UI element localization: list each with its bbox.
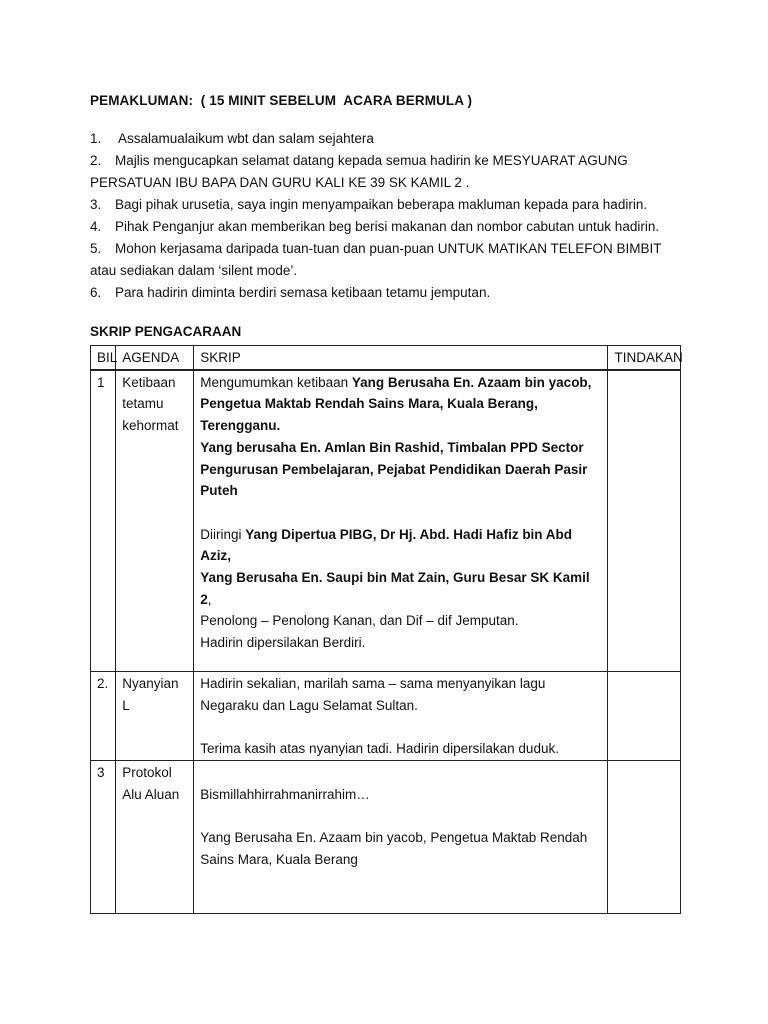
script-paragraph: Hadirin dipersilakan Berdiri.	[200, 635, 366, 651]
cell-skrip	[194, 672, 608, 761]
list-item: 1. Assalamualaikum wbt dan salam sejahtera	[90, 131, 374, 146]
list-item: 2. Majlis mengucapkan selamat datang kepada semua hadirin ke MESYUARAT AGUNG PERSATUAN IBU BAPA DAN GURU KALI KE 39 SK KAMIL 2 .	[90, 153, 628, 190]
cell-tindakan	[608, 761, 681, 914]
cell-bil: 1	[91, 370, 116, 672]
script-paragraph: Hadirin sekalian, marilah sama – sama menyanyikan lagu Negaraku dan Lagu Selamat Sultan.	[200, 676, 546, 713]
cell-skrip	[194, 761, 608, 914]
header-tindakan: TINDAKAN	[608, 346, 681, 370]
table-row	[91, 370, 681, 672]
list-item: 5. Mohon kerjasama daripada tuan-tuan dan puan-puan UNTUK MATIKAN TELEFON BIMBIT atau sediakan dalam ‘silent mode’.	[90, 241, 662, 278]
script-paragraph: Yang berusaha En. Amlan Bin Rashid, Timbalan PPD Sector Pengurusan Pembelajaran, Pejabat Pendidikan Daerah Pasir Puteh	[200, 439, 588, 499]
cell-bil: 3	[91, 761, 116, 914]
section-title: SKRIP PENGACARAAN	[90, 324, 242, 339]
cell-agenda: Protokol Alu Aluan	[116, 761, 194, 914]
script-paragraph: Bismillahhirrahmanirrahim…	[200, 786, 370, 802]
script-paragraph: Yang Berusaha En. Azaam bin yacob, Pengetua Maktab Rendah Sains Mara, Kuala Berang	[200, 830, 588, 867]
cell-agenda: Nyanyian L	[116, 672, 194, 761]
script-paragraph: Yang Berusaha En. Saupi bin Mat Zain, Guru Besar SK Kamil 2,	[200, 570, 590, 607]
notice-list	[90, 128, 690, 304]
table-row	[91, 761, 681, 914]
header-agenda: AGENDA	[116, 346, 194, 370]
script-paragraph: Penolong – Penolong Kanan, dan Dif – dif Jemputan.	[200, 613, 519, 629]
table-row	[91, 672, 681, 761]
table-header-row	[91, 346, 681, 370]
cell-bil: 2.	[91, 672, 116, 761]
cell-tindakan	[608, 672, 681, 761]
list-item: 3. Bagi pihak urusetia, saya ingin menyampaikan beberapa makluman kepada para hadirin.	[90, 197, 648, 212]
notice-heading: PEMAKLUMAN: ( 15 MINIT SEBELUM ACARA BERMULA )	[90, 93, 473, 108]
script-paragraph: Terima kasih atas nyanyian tadi. Hadirin dipersilakan duduk.	[200, 741, 559, 757]
list-item: 6. Para hadirin diminta berdiri semasa ketibaan tetamu jemputan.	[90, 285, 491, 300]
script-table	[90, 345, 681, 914]
script-paragraph: Mengumumkan ketibaan Yang Berusaha En. Azaam bin yacob, Pengetua Maktab Rendah Sains Mara, Kuala Berang, Terengganu.	[200, 374, 592, 434]
header-bil: BIL	[91, 346, 116, 370]
cell-skrip	[194, 370, 608, 672]
header-skrip: SKRIP	[194, 346, 608, 370]
script-paragraph: Diiringi Yang Dipertua PIBG, Dr Hj. Abd. Hadi Hafiz bin Abd Aziz,	[200, 526, 573, 564]
cell-tindakan	[608, 370, 681, 672]
cell-agenda: Ketibaan tetamu kehormat	[116, 370, 194, 672]
list-item: 4. Pihak Penganjur akan memberikan beg berisi makanan dan nombor cabutan untuk hadirin.	[90, 219, 660, 234]
